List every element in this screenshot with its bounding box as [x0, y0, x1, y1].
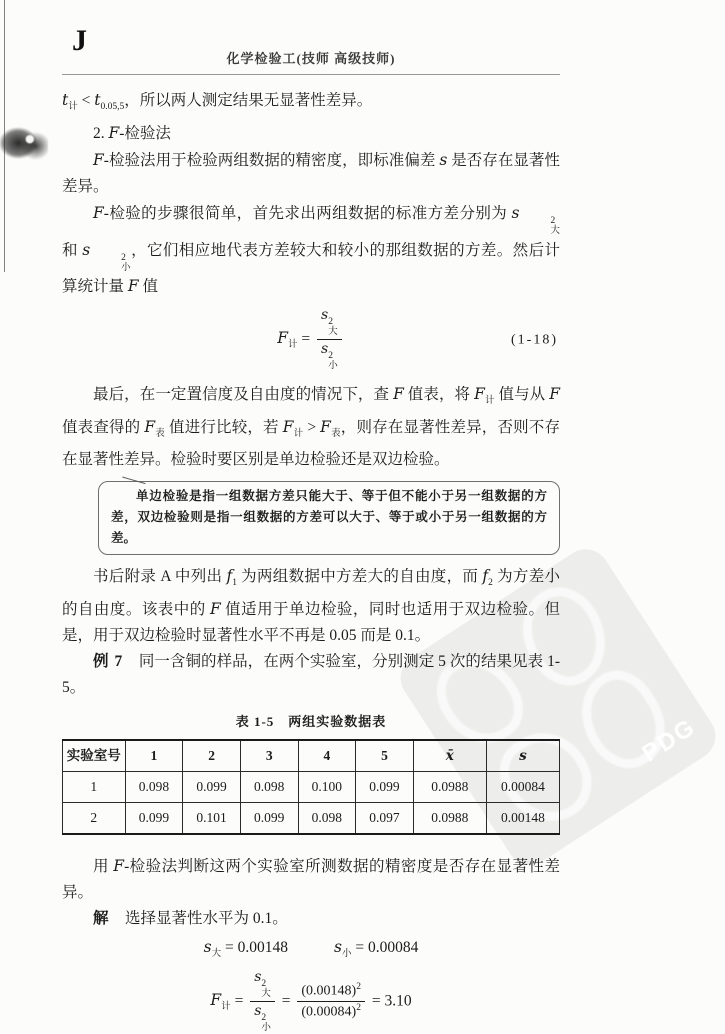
- math-sub: 1: [232, 578, 237, 589]
- equation-number: (1-18): [511, 331, 558, 347]
- formula-1-18: [62, 302, 560, 376]
- text-run: 和: [62, 241, 83, 259]
- table-cell: 2: [63, 803, 126, 835]
- math-supsub: 2 大: [550, 215, 560, 236]
- math-var: F: [474, 384, 485, 403]
- math-sub: 小: [341, 949, 352, 960]
- paragraph-solution: [62, 906, 560, 932]
- math-var: s: [511, 204, 520, 223]
- text-run: >: [303, 418, 321, 436]
- math-var: F: [93, 151, 104, 170]
- text-run: 是否存在显著性差异。: [62, 152, 560, 196]
- result-value: = 3.10: [371, 992, 412, 1010]
- table-cell: 0.00148: [486, 803, 559, 835]
- math-sub: 大: [211, 949, 222, 960]
- table-cell: 0.101: [183, 803, 241, 835]
- table-row: [63, 772, 560, 803]
- equals-sign: =: [234, 992, 244, 1010]
- table-cell: 1: [63, 772, 126, 803]
- math-sub: 2: [488, 578, 493, 589]
- formula-f-calc: [62, 969, 560, 1033]
- text-run: 值表查得的: [62, 418, 145, 436]
- equals-sign: =: [301, 330, 311, 348]
- math-var: F: [282, 417, 294, 436]
- math-sub: 表: [155, 429, 165, 440]
- paragraph-appendix-a: [62, 563, 560, 649]
- example-label: 例 7: [93, 653, 124, 671]
- table-header-cell: 4: [298, 740, 356, 772]
- fraction: [250, 969, 275, 1033]
- ink-smudge-artifact: [0, 120, 48, 168]
- math-var: F: [393, 384, 404, 403]
- math-var: F: [127, 277, 139, 296]
- math-supsub: 2 小: [121, 252, 131, 273]
- table-cell: 0.00084: [486, 772, 559, 803]
- math-var: s: [334, 938, 342, 957]
- value: = 0.00148: [225, 939, 288, 957]
- text-run: 值适用于单边检验，同时也适用于双边检验。但是，用于双边检验时显著性水平不再是 0.05 而是 0.1。: [62, 601, 560, 645]
- text-run: 书后附录 A 中列出: [93, 568, 227, 586]
- table-header-cell: 3: [240, 740, 298, 772]
- value: = 0.00084: [355, 939, 419, 957]
- table-header-cell: 1: [125, 740, 183, 772]
- fraction-numerator: s 2 大: [317, 307, 342, 340]
- text-run: 最后，在一定置信度及自由度的情况下，查: [93, 385, 394, 403]
- text-run: 同一含铜的样品，在两个实验室，分别测定 5 次的结果见表 1-5。: [62, 653, 560, 697]
- text-run: 用: [93, 858, 114, 876]
- experiment-data-table: [62, 739, 560, 835]
- text-run: 值表，将: [403, 385, 475, 403]
- math-sub: 计: [484, 395, 495, 406]
- fraction-denominator: $(0.00084)^2$: [301, 1002, 361, 1020]
- math-var: F: [549, 384, 560, 403]
- math-sub: 计: [293, 429, 304, 440]
- table-cell: 0.099: [183, 772, 241, 803]
- table-row: [63, 803, 560, 835]
- pdg-watermark-text: PDG: [637, 713, 701, 768]
- text-run: 值与从: [494, 385, 550, 403]
- text-run: 值: [138, 278, 159, 296]
- math-var: F: [93, 204, 104, 223]
- fraction-numerator: $(0.00148)^2$: [297, 982, 365, 1002]
- text-run: ，它们相应地代表方差较大和较小的那组数据的方差。然后计算统计量: [62, 241, 560, 296]
- table-cell: 0.099: [125, 803, 183, 835]
- math-var: F: [277, 329, 289, 348]
- math-var: s: [203, 938, 212, 957]
- table-cell: 0.099: [356, 772, 414, 803]
- paragraph-f-test-intro: [62, 147, 560, 200]
- paragraph-t-test-conclusion: [62, 87, 560, 120]
- table-header-row: [63, 740, 560, 772]
- paragraph-f-test-steps: [62, 200, 560, 300]
- math-var: t: [94, 91, 101, 109]
- table-cell: 0.097: [356, 803, 414, 835]
- paragraph-f-compare: [62, 381, 560, 473]
- math-sub: 0.05,5: [100, 102, 125, 113]
- text-run: -检验法用于检验两组数据的精密度，即标准偏差: [103, 152, 440, 170]
- paragraph-example-7: [62, 649, 560, 701]
- text-run: 为两组数据中方差大的自由度，而: [237, 568, 483, 586]
- math-var: s: [82, 240, 91, 259]
- math-var: F: [210, 990, 222, 1009]
- running-title: 化学检验工(技师 高级技师): [226, 51, 396, 66]
- math-var: F: [320, 417, 331, 436]
- text-run: -检验法: [119, 125, 171, 143]
- table-cell: 0.100: [298, 772, 356, 803]
- math-var: f: [226, 567, 233, 586]
- page-content: [62, 0, 560, 1034]
- text-run: 选择显著性水平为 0.1。: [109, 910, 288, 928]
- math-sub: 计: [68, 102, 78, 113]
- text-run: 值进行比较，若: [164, 418, 283, 436]
- table-cell: 0.099: [240, 803, 298, 835]
- math-var: F: [144, 417, 156, 436]
- math-var: s: [439, 151, 448, 170]
- math-var: F: [113, 857, 125, 876]
- callout-note-box: [98, 481, 560, 555]
- math-sub: 表: [330, 429, 341, 440]
- table-cell: 0.098: [125, 772, 183, 803]
- text-run: -检验的步骤很简单，首先求出两组数据的标准方差分别为: [103, 205, 512, 223]
- page-header: [62, 0, 560, 75]
- table-header-cell: 2: [183, 740, 241, 772]
- fraction: [317, 307, 342, 371]
- s-values-line: [62, 934, 560, 967]
- heading-f-test: [62, 120, 560, 147]
- note-text: 单边检验是指一组数据方差只能大于、等于但不能小于另一组数据的方差，双边检验则是指一组数据的方差可以大于、等于或小于另一组数据的方差。: [111, 489, 547, 546]
- math-var: t: [62, 91, 69, 109]
- text-run: ，所以两人测定结果无显著性差异。: [124, 92, 373, 109]
- fraction-denominator: s 2 小: [321, 341, 338, 371]
- math-sub: 计: [288, 340, 298, 351]
- solution-label: 解: [93, 910, 110, 928]
- text-run: <: [77, 92, 95, 109]
- table-cell: 0.098: [298, 803, 356, 835]
- fraction-denominator: s 2 小: [254, 1002, 271, 1033]
- math-var: f: [482, 567, 489, 586]
- math-var: F: [108, 124, 120, 143]
- paragraph-question: [62, 853, 560, 906]
- fraction: [297, 982, 365, 1021]
- table-header-cell-s: s: [486, 740, 559, 772]
- text-run: -检验法判断这两个实验室所测数据的精密度是否存在显著性差异。: [62, 858, 560, 902]
- table-header-cell: 5: [356, 740, 414, 772]
- table-caption: 表 1-5 两组实验数据表: [235, 714, 387, 730]
- math-var: F: [210, 600, 221, 619]
- text-run: 为方差小的自由度。该表中的: [62, 568, 560, 619]
- text-run: 2.: [93, 125, 109, 143]
- table-header-cell-mean: x̄: [413, 740, 486, 772]
- chapter-logo: J: [72, 24, 87, 57]
- math-sub: 计: [221, 1002, 231, 1013]
- equals-sign: =: [281, 992, 291, 1010]
- table-cell: 0.098: [240, 772, 298, 803]
- page-body: [62, 75, 560, 1034]
- table-cell: 0.0988: [413, 803, 486, 835]
- fraction-numerator: s 2 大: [250, 969, 275, 1002]
- text-run: ，则存在显著性差异，否则不存在显著性差异。检验时要区别是单边检验还是双边检验。: [62, 418, 560, 469]
- table-cell: 0.0988: [413, 772, 486, 803]
- table-header-cell: 实验室号: [63, 740, 126, 772]
